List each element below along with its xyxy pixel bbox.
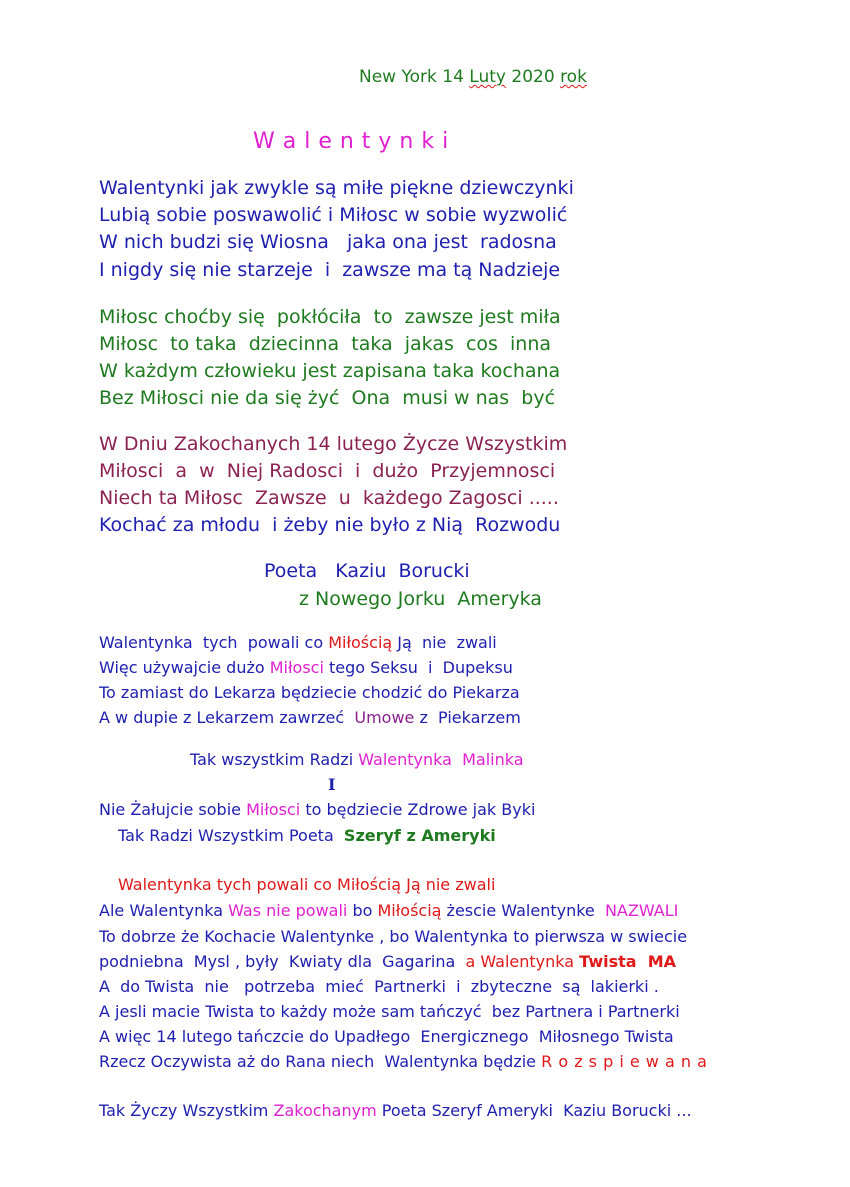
stanza5-line4-c: Twista MA: [579, 952, 676, 971]
stanza5-line8: [99, 1054, 707, 1070]
stanza5-line8-b: R o z s p i e w a n a: [541, 1052, 708, 1071]
stanza5-line2-b: Was nie powali: [228, 901, 348, 920]
stanza4-line4-b: Umowe: [354, 708, 415, 727]
closing-line: [99, 1103, 692, 1119]
stanza4-line2-a: Więc używajcie dużo: [99, 658, 270, 677]
closing-a: Tak Życzy Wszystkim: [99, 1101, 274, 1120]
advice-line1-b: Walentynka Malinka: [358, 750, 524, 769]
signature-origin: z Nowego Jorku Ameryka: [299, 588, 542, 610]
stanza4-line3: To zamiast do Lekarza będziecie chodzić do Piekarza: [99, 683, 520, 702]
stanza5-line1: Walentynka tych powali co Miłością Ją nie zwali: [118, 875, 496, 894]
advice-line3-b: Miłosci: [246, 800, 301, 819]
date-month: Luty: [469, 67, 506, 87]
stanza5-line8-a: Rzecz Oczywista aż do Rana niech Walentynka będzie: [99, 1052, 542, 1071]
stanza4-line2-b: Miłosci: [269, 658, 324, 677]
stanza3-line4: Kochać za młodu i żeby nie było z Nią Rozwodu: [99, 514, 561, 536]
stanza4-line4-a: A w dupie z Lekarzem zawrzeć: [99, 708, 355, 727]
stanza2-line3: W każdym człowieku jest zapisana taka kochana: [99, 360, 561, 382]
stanza3-line3: Niech ta Miłosc Zawsze u każdego Zagosci .....: [99, 487, 559, 509]
advice-line3-a: Nie Żałujcie sobie: [99, 800, 247, 819]
stanza1-line4: I nigdy się nie starzeje i zawsze ma tą Nadzieje: [99, 259, 561, 281]
stanza4-line1-b: Miłością: [328, 633, 393, 652]
date-year: 2020: [505, 67, 561, 87]
advice-line4-b: Szeryf z Ameryki: [343, 826, 496, 845]
advice-line4: [118, 828, 496, 844]
stanza4-line1: [99, 635, 497, 651]
stanza5-line2-d: Miłością: [377, 901, 442, 920]
stanza5-line4-a: podniebna Mysl , były Kwiaty dla Gagarina: [99, 952, 466, 971]
stanza2-line1: Miłosc choćby się pokłóciła to zawsze jest miła: [99, 306, 561, 328]
stanza4-line1-c: Ją nie zwali: [392, 633, 497, 652]
stanza5-line4-b: a Walentynka: [465, 952, 580, 971]
stanza2-line4: Bez Miłosci nie da się żyć Ona musi w nas być: [99, 387, 556, 409]
stanza5-line2-f: NAZWALI: [604, 901, 679, 920]
date-prefix: New York 14: [359, 67, 470, 87]
advice-line4-a: Tak Radzi Wszystkim Poeta: [118, 826, 344, 845]
closing-b: Zakochanym: [273, 1101, 377, 1120]
stanza4-line2: [99, 660, 513, 676]
advice-line3-c: to będziecie Zdrowe jak Byki: [300, 800, 536, 819]
stanza1-line1: Walentynki jak zwykle są miłe piękne dziewczynki: [99, 177, 574, 199]
stanza1-line2: Lubią sobie poswawolić i Miłosc w sobie wyzwolić: [99, 204, 568, 226]
stanza5-line2-e: żescie Walentynke: [441, 901, 605, 920]
stanza5-line2: [99, 903, 678, 919]
advice-line1-a: Tak wszystkim Radzi: [190, 750, 359, 769]
date-suffix: rok: [560, 67, 587, 87]
stanza5-line4: [99, 954, 676, 970]
stanza4-line1-a: Walentynka tych powali co: [99, 633, 329, 652]
signature-poet: Poeta Kaziu Borucki: [264, 560, 470, 582]
advice-line1: [190, 752, 524, 768]
stanza5-line3: To dobrze że Kochacie Walentynke , bo Walentynka to pierwsza w swiecie: [99, 927, 688, 946]
stanza3-line2: Miłosci a w Niej Radosci i dużo Przyjemnosci: [99, 460, 556, 482]
stanza1-line3: W nich budzi się Wiosna jaka ona jest radosna: [99, 231, 557, 253]
stanza5-line2-a: Ale Walentynka: [99, 901, 229, 920]
advice-line3: [99, 802, 535, 818]
stanza4-line4-c: z Piekarzem: [414, 708, 521, 727]
advice-line2: I: [328, 775, 336, 794]
closing-c: Poeta Szeryf Ameryki Kaziu Borucki ...: [376, 1101, 692, 1120]
stanza5-line2-c: bo: [347, 901, 378, 920]
stanza5-line7: A więc 14 lutego tańczcie do Upadłego Energicznego Miłosnego Twista: [99, 1027, 674, 1046]
date-line: [359, 69, 587, 86]
stanza4-line4: [99, 710, 521, 726]
stanza4-line2-c: tego Seksu i Dupeksu: [323, 658, 513, 677]
stanza5-line6: A jesli macie Twista to każdy może sam tańczyć bez Partnera i Partnerki: [99, 1002, 680, 1021]
stanza5-line5: A do Twista nie potrzeba mieć Partnerki i zbyteczne są lakierki .: [99, 977, 659, 996]
page-title: W a l e n t y n k i: [253, 129, 449, 154]
stanza3-line1: W Dniu Zakochanych 14 lutego Życze Wszystkim: [99, 433, 568, 455]
stanza2-line2: Miłosc to taka dziecinna taka jakas cos inna: [99, 333, 552, 355]
